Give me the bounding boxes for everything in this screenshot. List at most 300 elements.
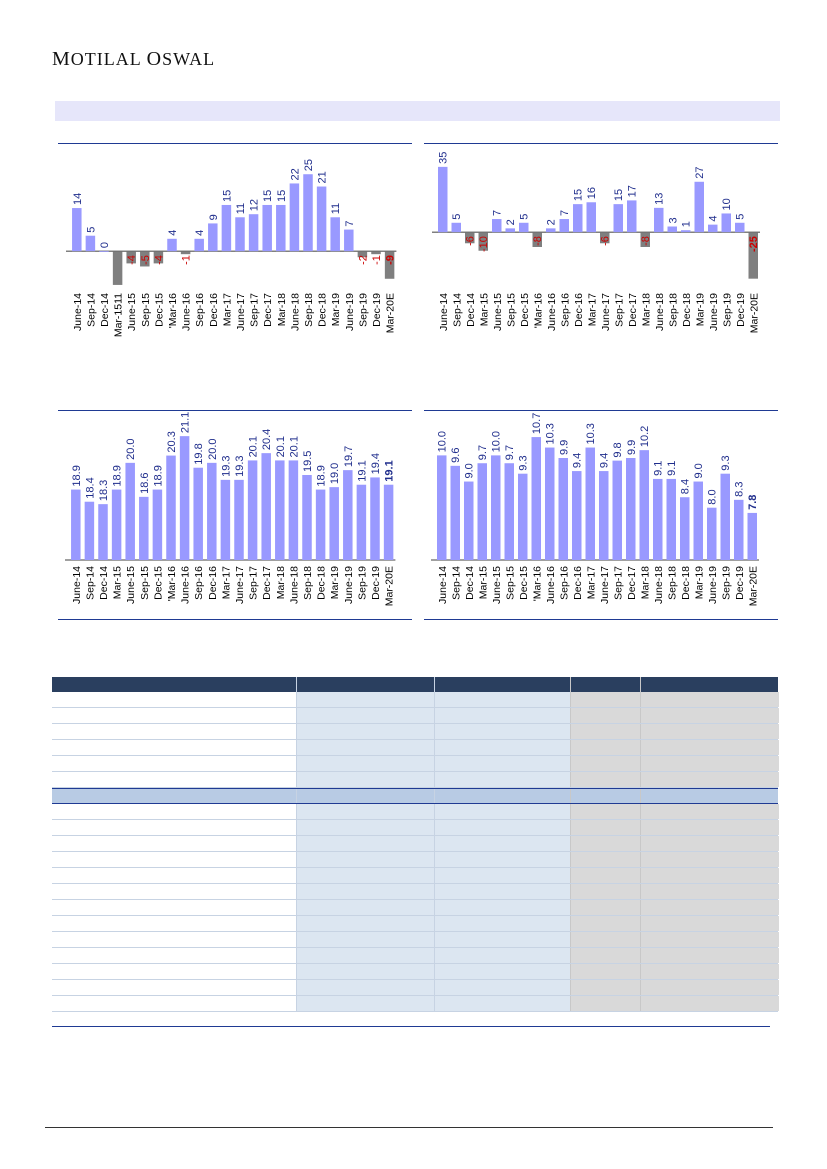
data-label: 7 — [343, 220, 356, 227]
bar — [626, 458, 636, 560]
data-label: 2 — [545, 219, 558, 226]
table-cell — [434, 836, 571, 851]
table-cell — [640, 852, 779, 867]
data-label: 9.3 — [720, 455, 733, 471]
category-label: Mar-19 — [329, 566, 342, 600]
data-label: 18.9 — [315, 465, 328, 487]
chart-svg-1 — [424, 143, 778, 341]
bar — [384, 485, 394, 560]
data-table — [52, 677, 778, 1012]
data-label: 20.1 — [288, 436, 301, 458]
table-cell — [296, 677, 435, 692]
category-label: Dec-15 — [517, 566, 530, 600]
category-label: Sep-19 — [357, 293, 370, 327]
chart-margin-right — [424, 410, 778, 620]
category-label: Dec-16 — [207, 293, 220, 327]
table-cell — [640, 932, 779, 947]
bar — [222, 205, 232, 251]
data-label: 20.1 — [274, 436, 287, 458]
data-label: 8.4 — [679, 478, 692, 495]
category-label: Mar-15 — [477, 566, 490, 600]
table-cell — [434, 868, 571, 883]
bar — [85, 502, 95, 560]
table-cell — [52, 724, 296, 739]
table-cell — [570, 852, 641, 867]
brand-logo: MOTILAL OSWAL — [52, 48, 216, 70]
data-label: 11 — [235, 202, 247, 215]
data-label: 19.8 — [193, 443, 206, 465]
table-row — [52, 932, 778, 948]
table-cell — [296, 996, 435, 1011]
table-cell — [296, 884, 435, 899]
bar — [492, 219, 502, 232]
table-row — [52, 868, 778, 884]
category-label: Sep-19 — [721, 293, 734, 327]
table-cell — [570, 948, 641, 963]
data-label: -8 — [532, 236, 545, 246]
table-cell — [434, 900, 571, 915]
category-label: 'Mar-16 — [532, 293, 545, 329]
data-label: 19.3 — [234, 455, 246, 477]
table-row — [52, 756, 778, 772]
chart-svg-2 — [58, 410, 412, 620]
category-label: June-18 — [289, 293, 302, 331]
table-row — [52, 996, 778, 1012]
table-cell — [570, 677, 641, 692]
data-label: 12 — [248, 198, 261, 212]
data-label: 7 — [491, 209, 504, 217]
category-label: Sep-18 — [302, 566, 314, 600]
category-label: Mar-20E — [383, 566, 396, 607]
table-cell — [52, 948, 296, 963]
table-cell — [570, 692, 641, 707]
table-cell — [52, 692, 296, 707]
bar — [207, 463, 217, 560]
data-label: 19.4 — [370, 453, 382, 475]
table-cell — [640, 804, 779, 819]
data-label: 20.0 — [206, 438, 219, 460]
category-label: Mar-20E — [748, 293, 761, 334]
table-cell — [52, 740, 296, 755]
table-cell — [640, 820, 779, 835]
table-cell — [640, 692, 779, 707]
table-cell — [570, 996, 641, 1011]
table-cell — [640, 884, 779, 899]
bar — [560, 219, 570, 232]
bar — [357, 485, 367, 560]
category-label: Dec-18 — [680, 293, 693, 327]
data-label: 20.3 — [166, 431, 178, 453]
category-label: Mar-15 — [478, 293, 491, 327]
category-label: Mar-17 — [220, 566, 233, 600]
bar — [370, 477, 380, 560]
category-label: June-14 — [71, 293, 84, 331]
data-label: 16 — [586, 187, 599, 200]
bar — [695, 182, 705, 232]
table-cell — [434, 820, 571, 835]
category-label: June-18 — [653, 293, 666, 331]
data-label: -5 — [139, 255, 152, 265]
category-label: Mar-20E — [747, 566, 760, 607]
bar — [654, 208, 664, 232]
data-label: 4 — [167, 229, 179, 236]
category-label: June-19 — [343, 293, 356, 331]
bar — [302, 475, 312, 560]
category-label: Sep-17 — [247, 566, 260, 600]
category-label: Mar-17 — [586, 293, 599, 327]
category-label: Sep-15 — [504, 566, 517, 600]
data-label: 9.6 — [450, 447, 463, 463]
table-cell — [296, 724, 435, 739]
bar — [668, 227, 678, 233]
data-label: 2 — [505, 219, 518, 226]
table-cell — [434, 916, 571, 931]
table-cell — [570, 772, 641, 787]
table-cell — [640, 868, 779, 883]
category-label: June-16 — [544, 566, 557, 604]
table-cell — [52, 996, 296, 1011]
data-label: -1 — [180, 255, 193, 265]
table-cell — [640, 740, 779, 755]
chart-growth-right — [424, 143, 778, 341]
table-cell — [296, 964, 435, 979]
table-cell — [434, 724, 571, 739]
category-label: June-15 — [125, 566, 138, 604]
table-cell — [52, 900, 296, 915]
data-label: 18.9 — [70, 465, 83, 487]
table-cell — [570, 884, 641, 899]
table-cell — [296, 772, 435, 787]
category-label: Dec-17 — [625, 566, 638, 600]
data-label: 19.3 — [220, 455, 233, 477]
table-cell — [52, 868, 296, 883]
category-label: Dec-19 — [733, 566, 746, 600]
category-label: Mar-1511 — [112, 293, 125, 338]
bar — [234, 480, 244, 560]
category-label: June-17 — [599, 293, 612, 331]
bar — [329, 487, 339, 560]
table-row — [52, 964, 778, 980]
bar — [734, 500, 744, 560]
category-label: Dec-17 — [261, 566, 274, 600]
bar — [208, 223, 218, 251]
bar — [721, 474, 731, 560]
bar — [506, 228, 516, 232]
table-cell — [52, 964, 296, 979]
bar — [694, 482, 704, 560]
category-label: June-17 — [598, 566, 611, 604]
category-label: Mar-19 — [694, 293, 707, 327]
data-label: 10.0 — [436, 430, 449, 453]
data-label: -1 — [371, 255, 383, 265]
data-label: -8 — [640, 236, 653, 246]
data-label: 9.9 — [625, 439, 638, 455]
bar — [371, 251, 381, 254]
data-label: 18.4 — [84, 477, 97, 499]
table-cell — [52, 804, 296, 819]
table-row — [52, 740, 778, 756]
table-row — [52, 916, 778, 932]
table-bottom-rule — [52, 1026, 770, 1027]
category-label: Sep-14 — [450, 566, 463, 600]
table-cell — [570, 804, 641, 819]
category-label: Dec-16 — [572, 293, 585, 327]
data-label: 9.3 — [517, 455, 530, 471]
table-cell — [296, 820, 435, 835]
table-cell — [296, 836, 435, 851]
data-label: -6 — [464, 236, 477, 246]
chart-margin-left — [58, 410, 412, 620]
table-cell — [434, 948, 571, 963]
category-label: Dec-16 — [571, 566, 584, 600]
data-label: 10.3 — [544, 423, 557, 445]
table-cell — [296, 756, 435, 771]
table-section-row — [52, 788, 778, 804]
table-cell — [570, 900, 641, 915]
table-cell — [434, 964, 571, 979]
category-label: Mar-18 — [275, 293, 288, 327]
bar — [86, 236, 96, 251]
category-label: June-14 — [70, 566, 83, 604]
bar — [125, 463, 135, 560]
bar — [722, 213, 732, 232]
table-cell — [640, 980, 779, 995]
data-label: 9 — [207, 214, 220, 221]
data-label: 27 — [694, 166, 707, 179]
data-label: 19.1 — [356, 460, 369, 482]
data-label: 8.0 — [706, 489, 719, 505]
category-label: Sep-18 — [303, 293, 315, 327]
data-label: 1 — [680, 221, 693, 228]
category-label: June-14 — [436, 566, 449, 604]
table-row — [52, 836, 778, 852]
category-label: Dec-15 — [518, 293, 531, 327]
category-label: Dec-17 — [262, 293, 275, 327]
table-cell — [296, 708, 435, 723]
table-row — [52, 804, 778, 820]
bar — [166, 456, 176, 560]
table-row — [52, 820, 778, 836]
table-cell — [434, 772, 571, 787]
category-label: June-18 — [288, 566, 301, 604]
table-cell — [570, 789, 641, 803]
data-label: 20.4 — [261, 428, 274, 451]
category-label: Dec-16 — [206, 566, 219, 600]
table-row — [52, 772, 778, 788]
bar — [505, 463, 515, 560]
table-cell — [570, 964, 641, 979]
data-label: 17 — [626, 185, 639, 198]
data-label: 9.7 — [504, 444, 517, 461]
category-label: June-19 — [707, 293, 720, 331]
bar — [235, 217, 245, 251]
table-cell — [640, 789, 779, 803]
bar — [221, 480, 231, 560]
data-label: 0 — [99, 241, 111, 249]
category-label: June-19 — [706, 566, 719, 604]
table-cell — [434, 708, 571, 723]
bar — [180, 436, 190, 560]
category-label: Dec-18 — [679, 566, 692, 600]
data-label: 4 — [707, 215, 720, 222]
bar — [452, 223, 462, 232]
category-label: Sep-16 — [559, 293, 572, 327]
table-cell — [640, 756, 779, 771]
category-label: Mar-19 — [330, 293, 343, 327]
data-label: 5 — [451, 213, 464, 220]
table-cell — [434, 932, 571, 947]
bar — [518, 474, 528, 560]
table-cell — [640, 772, 779, 787]
bar — [559, 458, 569, 560]
table-cell — [52, 884, 296, 899]
data-label: 4 — [194, 229, 207, 236]
category-label: Sep-17 — [612, 566, 625, 600]
category-label: Sep-15 — [138, 566, 151, 600]
data-label: 9.0 — [693, 463, 706, 479]
data-label: 3 — [667, 217, 680, 224]
data-label: 10.0 — [490, 430, 503, 453]
category-label: June-16 — [545, 293, 558, 331]
data-label: 5 — [518, 213, 531, 220]
bar — [735, 223, 745, 232]
data-label: 15 — [572, 188, 585, 202]
table-cell — [570, 932, 641, 947]
data-label: 9.0 — [463, 463, 476, 479]
data-label: 9.1 — [666, 460, 679, 476]
category-label: Dec-14 — [99, 293, 111, 327]
category-label: June-15 — [490, 566, 503, 604]
data-label: 9.9 — [558, 439, 571, 455]
category-label: Sep-14 — [84, 566, 97, 600]
table-cell — [570, 708, 641, 723]
bar — [614, 204, 624, 232]
category-label: Dec-17 — [626, 293, 639, 327]
bar — [112, 490, 122, 560]
table-cell — [640, 948, 779, 963]
data-label: 20.0 — [125, 438, 138, 460]
table-row — [52, 884, 778, 900]
category-label: Dec-15 — [152, 566, 165, 600]
chart-svg-3 — [424, 410, 778, 620]
category-label: Sep-17 — [613, 293, 626, 327]
category-label: Mar-18 — [640, 293, 653, 327]
section-title-band — [55, 101, 780, 121]
category-label: Dec-14 — [464, 293, 477, 327]
bar — [640, 450, 650, 560]
data-label: 15 — [275, 189, 288, 202]
category-label: Dec-18 — [316, 293, 329, 327]
table-cell — [434, 692, 571, 707]
data-label: 22 — [289, 168, 302, 181]
data-label: -25 — [748, 236, 761, 252]
category-label: Dec-19 — [370, 566, 382, 600]
table-cell — [434, 852, 571, 867]
data-label: 9.8 — [612, 442, 625, 458]
category-label: June-17 — [235, 293, 247, 331]
bar — [262, 205, 272, 251]
table-cell — [434, 677, 571, 692]
table-cell — [52, 756, 296, 771]
category-label: Sep-17 — [248, 293, 261, 327]
bar — [599, 471, 609, 560]
data-label: -10 — [478, 236, 491, 252]
table-cell — [434, 996, 571, 1011]
data-label: -9 — [384, 255, 397, 265]
table-cell — [434, 756, 571, 771]
data-label: 19.7 — [342, 445, 355, 468]
table-cell — [52, 852, 296, 867]
category-label: Sep-19 — [720, 566, 733, 600]
bar — [343, 470, 353, 560]
bar — [330, 217, 340, 251]
bar — [99, 251, 109, 252]
table-cell — [570, 820, 641, 835]
bar — [153, 490, 163, 560]
table-cell — [570, 916, 641, 931]
data-label: 18.9 — [111, 465, 124, 487]
bar — [72, 208, 82, 251]
table-cell — [434, 789, 571, 803]
bar — [573, 204, 583, 232]
table-cell — [640, 964, 779, 979]
bar — [167, 239, 177, 251]
category-label: Sep-15 — [139, 293, 152, 327]
table-row — [52, 724, 778, 740]
bar — [317, 187, 327, 252]
data-label: -4 — [153, 255, 166, 265]
bar — [478, 463, 488, 560]
data-label: 7 — [559, 209, 572, 217]
table-cell — [52, 677, 296, 692]
table-cell — [570, 980, 641, 995]
data-label: 18.9 — [152, 465, 165, 487]
table-cell — [52, 708, 296, 723]
data-label: 11 — [330, 202, 343, 215]
category-label: June-16 — [180, 293, 193, 331]
bar — [275, 460, 285, 560]
table-row — [52, 948, 778, 964]
bar — [532, 437, 542, 560]
data-label: 15 — [613, 188, 626, 202]
data-label: 18.6 — [138, 472, 151, 494]
category-label: Sep-14 — [451, 293, 464, 327]
bar — [290, 183, 300, 251]
chart-growth-left — [58, 143, 412, 341]
table-cell — [296, 900, 435, 915]
bar — [344, 230, 354, 252]
category-label: Mar-15 — [111, 566, 124, 600]
bar — [316, 490, 326, 560]
bar — [627, 200, 637, 232]
table-row — [52, 900, 778, 916]
bar — [261, 453, 271, 560]
table-cell — [570, 868, 641, 883]
bar — [680, 497, 690, 560]
category-label: Mar-18 — [274, 566, 287, 600]
category-label: Sep-14 — [85, 293, 98, 327]
table-cell — [570, 724, 641, 739]
bar — [276, 205, 286, 251]
category-label: Mar-17 — [585, 566, 598, 600]
data-label: 7.8 — [747, 494, 760, 510]
category-label: June-15 — [126, 293, 139, 331]
data-label: 10.7 — [531, 412, 544, 435]
table-cell — [52, 820, 296, 835]
category-label: Sep-15 — [505, 293, 518, 327]
data-label: 10.3 — [585, 423, 598, 445]
bar — [71, 490, 81, 560]
